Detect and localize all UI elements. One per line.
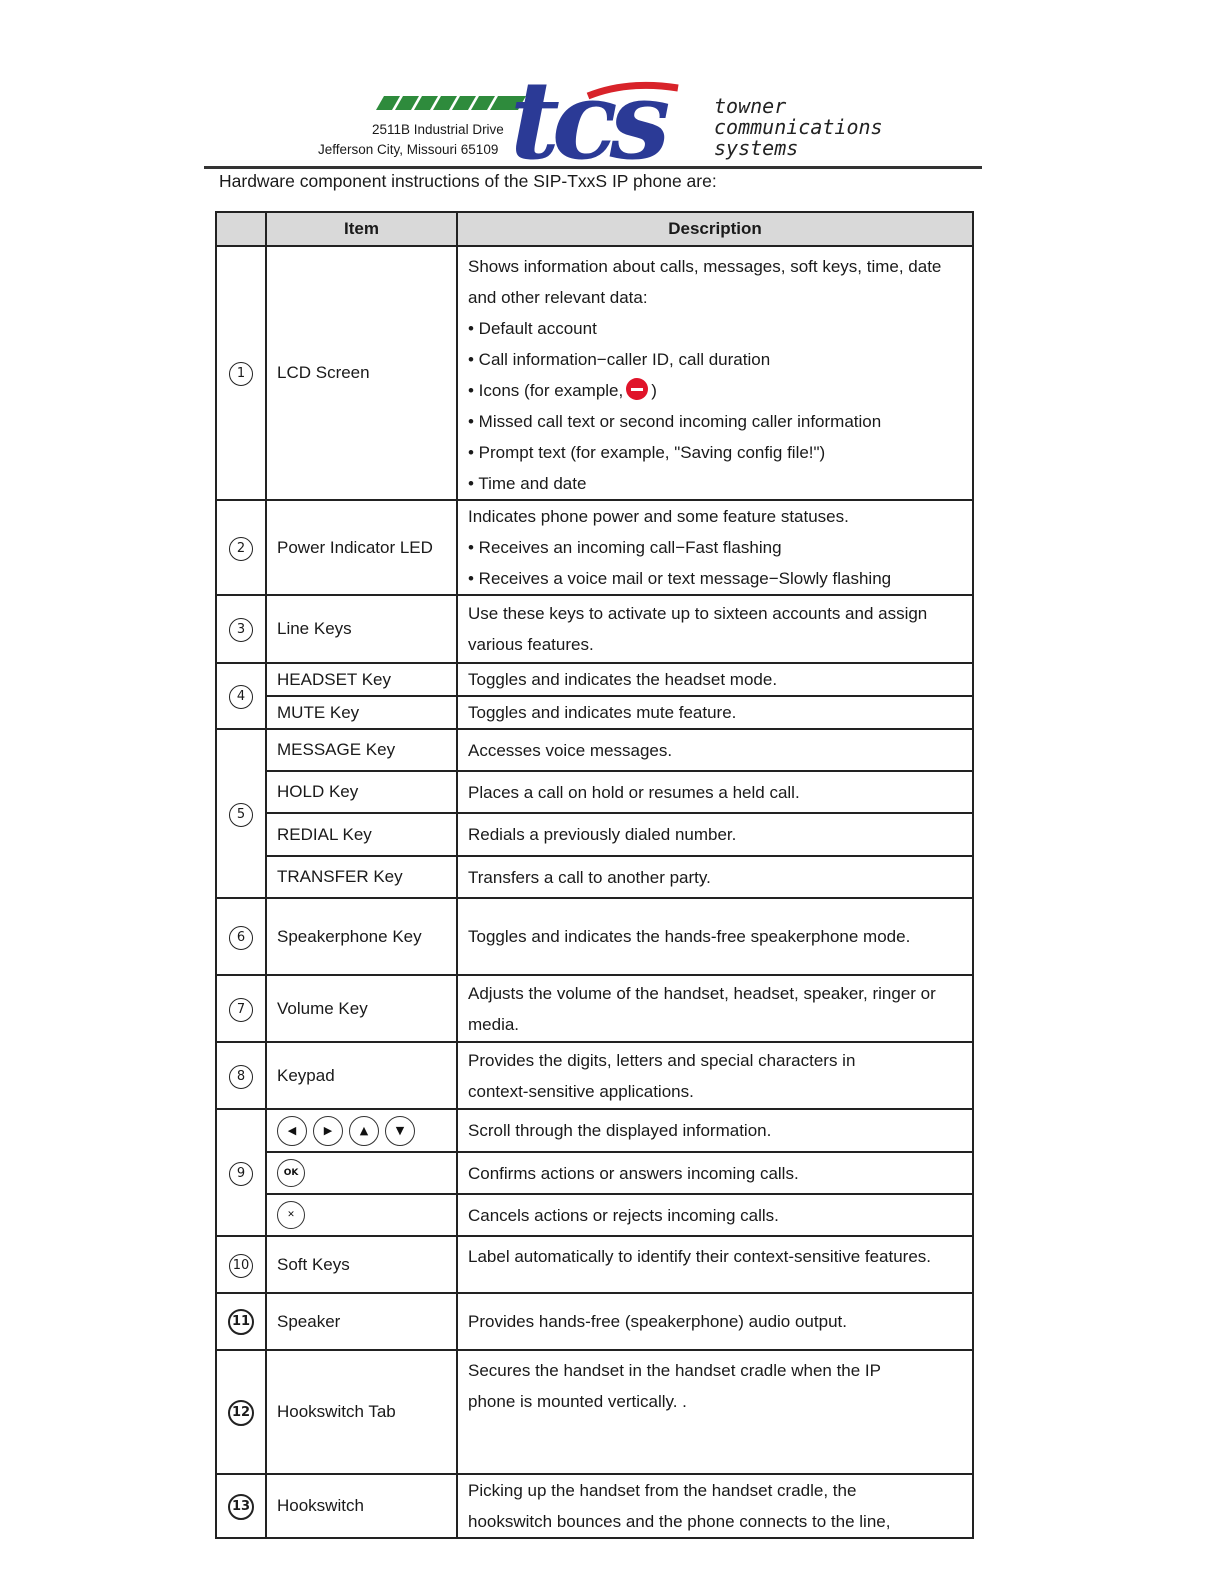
item-description: Scroll through the displayed information. (457, 1109, 973, 1152)
cancel-x-icon: ✕ (277, 1201, 305, 1229)
item-description: Toggles and indicates the headset mode. (457, 663, 973, 696)
item-number: 13 (216, 1474, 266, 1538)
address-line-1: 2511B Industrial Drive (372, 122, 504, 137)
table-row (216, 856, 973, 898)
table-row (216, 1152, 973, 1194)
up-arrow-icon: ▲ (349, 1116, 379, 1146)
brand-name (714, 96, 883, 159)
item-number: 1 (216, 246, 266, 500)
item-number: 10 (216, 1236, 266, 1293)
item-name: HOLD Key (266, 771, 457, 813)
tcs-logo (510, 74, 730, 166)
item-name: Hookswitch Tab (266, 1350, 457, 1474)
item-description: Cancels actions or rejects incoming calls. (457, 1194, 973, 1236)
item-description: Picking up the handset from the handset cradle, the hookswitch bounces and the phone connects to the line, (457, 1474, 973, 1538)
table-row (216, 771, 973, 813)
table-row (216, 500, 973, 595)
item-name: TRANSFER Key (266, 856, 457, 898)
item-number: 7 (216, 975, 266, 1042)
item-name: Volume Key (266, 975, 457, 1042)
cancel-key-cell (266, 1194, 457, 1236)
item-number: 11 (216, 1293, 266, 1350)
ok-key-icon: OK (277, 1159, 305, 1187)
table-row (216, 1194, 973, 1236)
item-description: Transfers a call to another party. (457, 856, 973, 898)
table-row (216, 246, 973, 500)
table-row (216, 1293, 973, 1350)
header-item: Item (266, 212, 457, 246)
item-name: Speakerphone Key (266, 898, 457, 975)
table-row (216, 663, 973, 696)
item-name: LCD Screen (266, 246, 457, 500)
brand-line-3: systems (714, 136, 799, 160)
item-number: 9 (216, 1109, 266, 1236)
item-name: Hookswitch (266, 1474, 457, 1538)
left-arrow-icon: ◀ (277, 1116, 307, 1146)
item-name: Power Indicator LED (266, 500, 457, 595)
table-row (216, 696, 973, 729)
table-row (216, 1350, 973, 1474)
table-row (216, 1474, 973, 1538)
item-name: MUTE Key (266, 696, 457, 729)
table-row (216, 975, 973, 1042)
table-row (216, 1236, 973, 1293)
item-description: Provides the digits, letters and special characters in context-sensitive applications. (457, 1042, 973, 1109)
logo-text: tcs (510, 74, 663, 166)
letterhead (0, 0, 1225, 170)
item-name: Speaker (266, 1293, 457, 1350)
item-description: Provides hands-free (speakerphone) audio output. (457, 1293, 973, 1350)
item-name: Keypad (266, 1042, 457, 1109)
item-description: Indicates phone power and some feature statuses. • Receives an incoming call−Fast flashing • Receives a voice mail or text message−Slowly flashing (457, 500, 973, 595)
table-row (216, 898, 973, 975)
item-number: 3 (216, 595, 266, 663)
brand-line-2: communications (714, 115, 883, 139)
table-header-row (216, 212, 973, 246)
header-rule (204, 166, 982, 169)
item-description: Places a call on hold or resumes a held call. (457, 771, 973, 813)
table-row (216, 1042, 973, 1109)
table-row (216, 813, 973, 856)
header-number (216, 212, 266, 246)
item-description: Shows information about calls, messages, soft keys, time, date and other relevant data: • Default account • Call information−caller ID, call duration • Icons (for example, ) • Missed call text or second incoming caller information • Prompt text (for example, "Saving config file!") • Time and date (457, 246, 973, 500)
item-number: 8 (216, 1042, 266, 1109)
item-description: Toggles and indicates mute feature. (457, 696, 973, 729)
item-number: 5 (216, 729, 266, 898)
item-number: 4 (216, 663, 266, 729)
do-not-disturb-icon (626, 378, 648, 400)
item-name: REDIAL Key (266, 813, 457, 856)
item-description: Use these keys to activate up to sixteen accounts and assign various features. (457, 595, 973, 663)
item-description: Toggles and indicates the hands-free speakerphone mode. (457, 898, 973, 975)
item-name: MESSAGE Key (266, 729, 457, 771)
item-description: Label automatically to identify their context-sensitive features. (457, 1236, 973, 1293)
address-line-2: Jefferson City, Missouri 65109 (318, 142, 499, 157)
table-row (216, 1109, 973, 1152)
item-name: Line Keys (266, 595, 457, 663)
right-arrow-icon: ▶ (313, 1116, 343, 1146)
header-description: Description (457, 212, 973, 246)
ok-key-cell (266, 1152, 457, 1194)
item-name: Soft Keys (266, 1236, 457, 1293)
item-description: Adjusts the volume of the handset, headset, speaker, ringer or media. (457, 975, 973, 1042)
brand-line-1: towner (714, 94, 787, 118)
item-number: 12 (216, 1350, 266, 1474)
item-description: Accesses voice messages. (457, 729, 973, 771)
down-arrow-icon: ▼ (385, 1116, 415, 1146)
table-row (216, 729, 973, 771)
green-stripes-logo (376, 96, 526, 110)
intro-text: Hardware component instructions of the SIP-TxxS IP phone are: (219, 171, 717, 191)
navigation-keys-cell (266, 1109, 457, 1152)
item-description: Redials a previously dialed number. (457, 813, 973, 856)
item-description: Confirms actions or answers incoming calls. (457, 1152, 973, 1194)
item-description: Secures the handset in the handset cradle when the IP phone is mounted vertically. . (457, 1350, 973, 1474)
item-number: 2 (216, 500, 266, 595)
hardware-components-table (215, 211, 974, 1539)
item-name: HEADSET Key (266, 663, 457, 696)
table-row (216, 595, 973, 663)
item-number: 6 (216, 898, 266, 975)
